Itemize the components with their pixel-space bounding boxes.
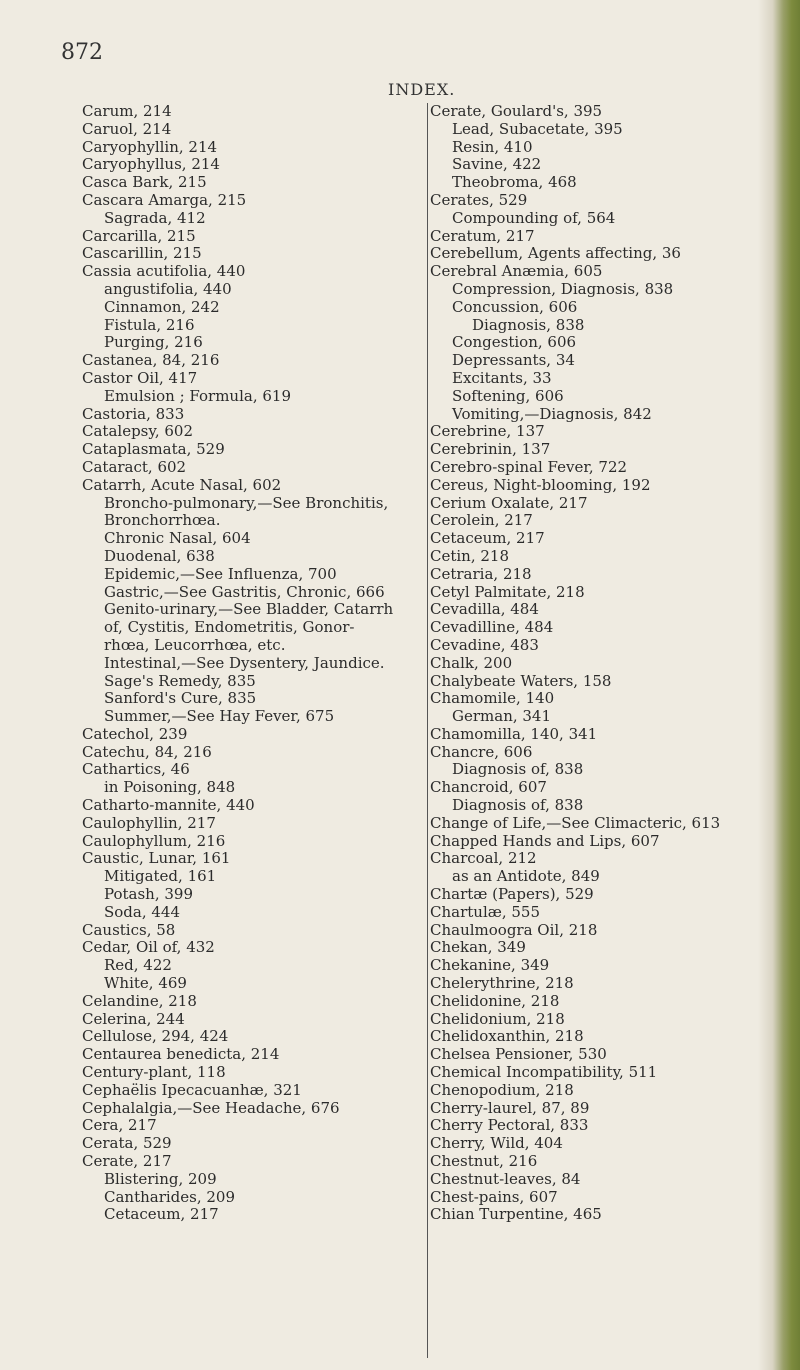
index-entry: Chenopodium, 218	[430, 1080, 574, 1099]
index-entry: Cera, 217	[82, 1116, 157, 1135]
index-subentry: Diagnosis of, 838	[452, 760, 584, 779]
index-subentry: Concussion, 606	[452, 297, 578, 316]
index-subentry: Depressants, 34	[452, 351, 575, 370]
index-entry: Chekanine, 349	[430, 956, 550, 975]
index-entry: Chaulmoogra Oil, 218	[430, 920, 598, 939]
index-subentry: in Poisoning, 848	[104, 778, 236, 797]
index-entry: Catechu, 84, 216	[82, 742, 212, 761]
index-subentry: Softening, 606	[452, 386, 564, 405]
index-entry: Cerebellum, Agents affecting, 36	[430, 244, 681, 263]
index-entry: Chian Turpentine, 465	[430, 1205, 602, 1224]
index-entry: Cerolein, 217	[430, 511, 533, 530]
index-entry: Charcoal, 212	[430, 849, 537, 868]
index-entry: Chekan, 349	[430, 938, 526, 957]
index-entry: Cetraria, 218	[430, 564, 532, 583]
index-entry: Cherry-laurel, 87, 89	[430, 1098, 590, 1117]
index-entry: Cerium Oxalate, 217	[430, 493, 588, 512]
index-subentry: Excitants, 33	[452, 368, 552, 387]
index-entry: Cataract, 602	[82, 457, 187, 476]
index-entry: Chamomilla, 140, 341	[430, 724, 598, 743]
index-subentry: Sanford's Cure, 835	[104, 689, 257, 708]
index-subentry: White, 469	[104, 974, 187, 993]
index-entry: Chemical Incompatibility, 511	[430, 1063, 658, 1082]
index-entry: Cephalalgia,—See Headache, 676	[82, 1098, 340, 1117]
index-subentry: Congestion, 606	[452, 333, 577, 352]
index-subentry: Sagrada, 412	[104, 208, 206, 227]
index-subentry: angustifolia, 440	[104, 279, 232, 298]
index-entry: Castor Oil, 417	[82, 368, 198, 387]
index-subentry: Resin, 410	[452, 137, 533, 156]
index-entry: Chelerythrine, 218	[430, 974, 574, 993]
index-subentry: Summer,—See Hay Fever, 675	[104, 707, 335, 726]
index-entry: Catharto-mannite, 440	[82, 796, 255, 815]
index-entry: Chalk, 200	[430, 653, 513, 672]
index-entry: Centaurea benedicta, 214	[82, 1045, 280, 1064]
index-subentry: Epidemic,—See Influenza, 700	[104, 564, 337, 583]
page-number: 872	[61, 40, 103, 65]
index-subentry: Cinnamon, 242	[104, 297, 220, 316]
index-subentry: Sage's Remedy, 835	[104, 671, 256, 690]
index-subentry: Vomiting,—Diagnosis, 842	[452, 404, 652, 423]
index-entry: Cascarillin, 215	[82, 244, 202, 263]
index-entry: Cerata, 529	[82, 1134, 172, 1153]
index-entry: Cevadilline, 484	[430, 618, 554, 637]
index-entry: Ceratum, 217	[430, 226, 535, 245]
index-entry: Chest-pains, 607	[430, 1187, 558, 1206]
index-subentry: Diagnosis, 838	[472, 315, 585, 334]
index-entry: Cathartics, 46	[82, 760, 190, 779]
index-column-left	[82, 103, 412, 1224]
index-subentry: Cetaceum, 217	[104, 1205, 219, 1224]
index-subentry: Savine, 422	[452, 155, 542, 174]
index-entry: Chestnut-leaves, 84	[430, 1169, 581, 1188]
index-entry: Carcarilla, 215	[82, 226, 196, 245]
index-subentry: Gastric,—See Gastritis, Chronic, 666	[104, 582, 385, 601]
index-subentry: Duodenal, 638	[104, 546, 215, 565]
index-entry: Cetin, 218	[430, 546, 510, 565]
index-column-right	[427, 103, 773, 1358]
index-subentry: Chronic Nasal, 604	[104, 529, 251, 548]
index-entry: Cerebrinin, 137	[430, 440, 551, 459]
index-subentry: Red, 422	[104, 956, 172, 975]
index-entry: Cephaëlis Ipecacuanhæ, 321	[82, 1080, 302, 1099]
index-entry: Cascara Amarga, 215	[82, 190, 247, 209]
index-entry: Chancre, 606	[430, 742, 533, 761]
index-subentry: Theobroma, 468	[452, 173, 577, 192]
index-entry: Chartulæ, 555	[430, 902, 541, 921]
index-entry: Catarrh, Acute Nasal, 602	[82, 475, 282, 494]
index-entry: Caulophyllum, 216	[82, 831, 226, 850]
index-entry: Chestnut, 216	[430, 1152, 538, 1171]
index-subentry: Genito-urinary,—See Bladder, Catarrh	[104, 600, 394, 619]
index-entry: Celerina, 244	[82, 1009, 185, 1028]
index-subentry: Diagnosis of, 838	[452, 796, 584, 815]
index-entry: Carum, 214	[82, 102, 172, 120]
index-entry: Cerebral Anæmia, 605	[430, 262, 603, 281]
index-entry: Chapped Hands and Lips, 607	[430, 831, 660, 850]
index-subentry: Potash, 399	[104, 885, 194, 904]
index-subentry: Fistula, 216	[104, 315, 195, 334]
index-subentry: Blistering, 209	[104, 1169, 217, 1188]
index-entry: Cetyl Palmitate, 218	[430, 582, 585, 601]
index-entry: Caustics, 58	[82, 920, 176, 939]
index-entry: Cetaceum, 217	[430, 529, 545, 548]
index-entry: Cerates, 529	[430, 190, 528, 209]
index-subentry: Intestinal,—See Dysentery, Jaundice.	[104, 653, 385, 672]
page-header: INDEX.	[388, 80, 456, 99]
index-entry: Chelsea Pensioner, 530	[430, 1045, 607, 1064]
index-subentry: Mitigated, 161	[104, 867, 217, 886]
index-entry: Chalybeate Waters, 158	[430, 671, 612, 690]
index-entry: Cevadilla, 484	[430, 600, 539, 619]
index-subentry: as an Antidote, 849	[452, 867, 600, 886]
index-entry: Century-plant, 118	[82, 1063, 226, 1082]
index-entry: Catechol, 239	[82, 724, 188, 743]
index-entry: Castoria, 833	[82, 404, 185, 423]
index-entry: Cerate, 217	[82, 1152, 172, 1171]
index-subentry: rhœa, Leucorrhœa, etc.	[104, 635, 286, 654]
index-entry: Chancroid, 607	[430, 778, 547, 797]
index-entry: Caulophyllin, 217	[82, 813, 216, 832]
index-entry: Celandine, 218	[82, 991, 197, 1010]
index-subentry: Emulsion ; Formula, 619	[104, 386, 291, 405]
index-subentry: German, 341	[452, 707, 552, 726]
index-entry: Cassia acutifolia, 440	[82, 262, 246, 281]
index-entry: Cerebro-spinal Fever, 722	[430, 457, 628, 476]
index-subentry: Soda, 444	[104, 902, 181, 921]
index-entry: Chelidonine, 218	[430, 991, 560, 1010]
index-entry: Chartæ (Papers), 529	[430, 885, 594, 904]
index-entry: Caryophyllin, 214	[82, 137, 218, 156]
index-entry: Cerebrine, 137	[430, 422, 545, 441]
index-entry: Caustic, Lunar, 161	[82, 849, 231, 868]
index-entry: Chelidoxanthin, 218	[430, 1027, 584, 1046]
index-entry: Change of Life,—See Climacteric, 613	[430, 813, 721, 832]
index-entry: Caryophyllus, 214	[82, 155, 220, 174]
index-entry: Cerate, Goulard's, 395	[430, 102, 603, 120]
index-entry: Catalepsy, 602	[82, 422, 194, 441]
index-subentry: Compounding of, 564	[452, 208, 616, 227]
index-subentry: Broncho-pulmonary,—See Bronchitis,	[104, 493, 389, 512]
index-entry: Cellulose, 294, 424	[82, 1027, 229, 1046]
index-subentry: Purging, 216	[104, 333, 203, 352]
index-subentry: of, Cystitis, Endometritis, Gonor-	[104, 618, 355, 637]
index-subentry: Compression, Diagnosis, 838	[452, 279, 674, 298]
index-subentry: Cantharides, 209	[104, 1187, 236, 1206]
index-entry: Cherry, Wild, 404	[430, 1134, 563, 1153]
index-entry: Castanea, 84, 216	[82, 351, 220, 370]
index-subentry: Lead, Subacetate, 395	[452, 119, 623, 138]
index-subentry: Bronchorrhœa.	[104, 511, 221, 530]
index-entry: Casca Bark, 215	[82, 173, 207, 192]
index-entry: Cereus, Night-blooming, 192	[430, 475, 651, 494]
index-entry: Chamomile, 140	[430, 689, 555, 708]
index-entry: Cedar, Oil of, 432	[82, 938, 215, 957]
index-entry: Cherry Pectoral, 833	[430, 1116, 589, 1135]
index-entry: Cataplasmata, 529	[82, 440, 225, 459]
index-entry: Cevadine, 483	[430, 635, 539, 654]
index-entry: Caruol, 214	[82, 119, 172, 138]
index-entry: Chelidonium, 218	[430, 1009, 565, 1028]
